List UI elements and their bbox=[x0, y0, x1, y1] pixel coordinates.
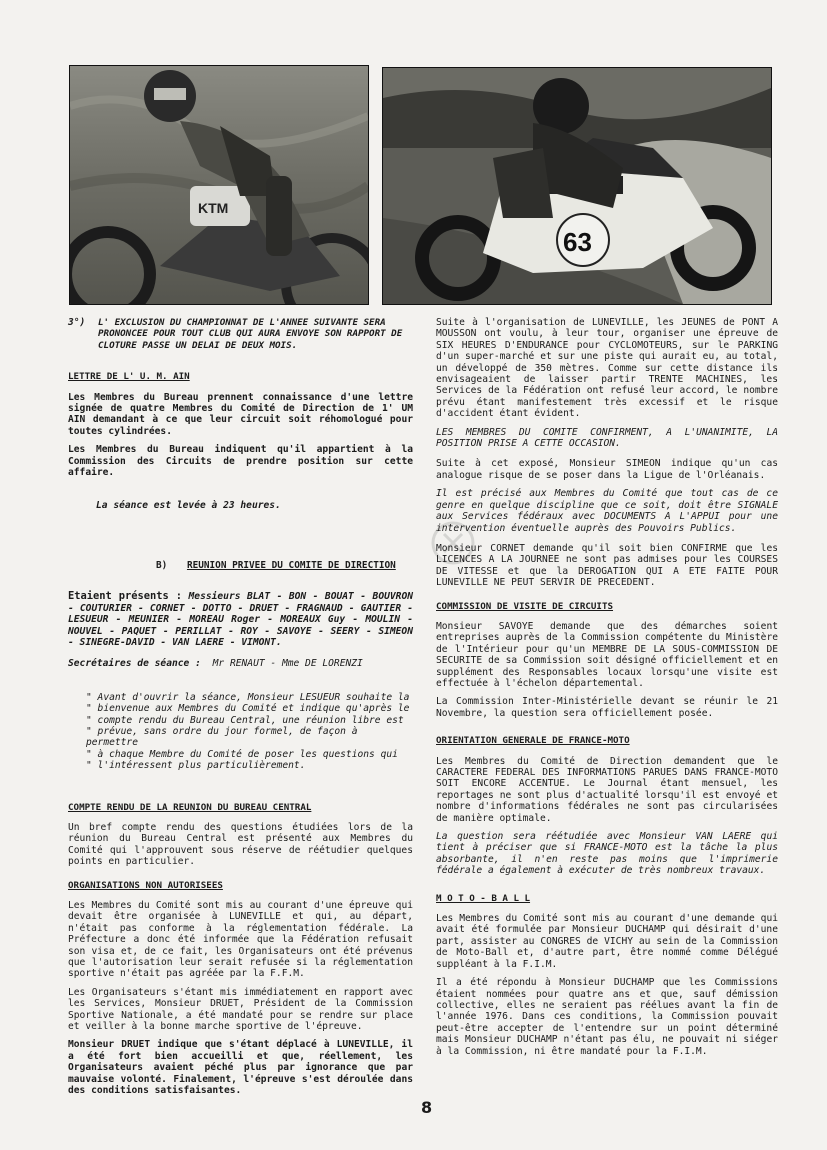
quote-line: " bienvenue aux Membres du Comité et indique qu'après le bbox=[86, 703, 410, 715]
visite-paragraph-2: La Commission Inter-Ministérielle devant se réunir le 21 Novembre, la question sera officiellement posée. bbox=[436, 696, 778, 719]
section-b-title: REUNION PRIVEE DU COMITE DE DIRECTION bbox=[186, 559, 396, 571]
moto-ball-heading: M O T O - B A L L bbox=[436, 892, 531, 904]
svg-text:KTM: KTM bbox=[198, 200, 229, 216]
lettre-heading: LETTRE DE L' U. M. AIN bbox=[68, 371, 190, 383]
item-3-text: L' EXCLUSION DU CHAMPIONNAT DE L'ANNEE SUIVANTE SERA PRONONCEE POUR TOUT CLUB QUI AURA ENVOYE SON RAPPORT DE CLOTURE PASSE UN DELAI DE DEUX MOIS. bbox=[98, 317, 403, 351]
organisations-heading: ORGANISATIONS NON AUTORISEES bbox=[68, 879, 223, 891]
road-racer-63-photo bbox=[382, 67, 772, 305]
moto-ball-paragraph-1: Les Membres du Comité sont mis au courant d'une demande qui avait été formulée par Monsieur DUCHAMP qui désirait d'une part, assister au CONGRES de VICHY au sein de la Commission de Moto-Ball et, d'autre part, être nommé comme Délégué suppléant à la F.I.M. bbox=[436, 913, 778, 970]
presents bbox=[68, 591, 413, 648]
comite-confirme: LES MEMBRES DU COMITE CONFIRMENT, A L'UNANIMITE, LA POSITION PRISE A CETTE OCCASION. bbox=[436, 426, 778, 450]
simeon-paragraph: Suite à cet exposé, Monsieur SIMEON indique qu'un cas analogue risque de se poser dans la Ligue de l'Orléanais. bbox=[436, 458, 778, 481]
quote-line: " prévue, sans ordre du jour formel, de façon à permettre bbox=[86, 725, 358, 749]
item-3-number: 3°) bbox=[68, 317, 86, 328]
quote-line: " l'intéressent plus particulièrement. bbox=[86, 760, 306, 772]
orientation-paragraph-1: Les Membres du Comité de Direction demandent que le CARACTERE FEDERAL DES INFORMATIONS PARUES DANS FRANCE-MOTO SOIT ENCORE ACCENTUE. Le Journal étant mensuel, les reportages ne sont plus d'actualité lorsqu'il est envoyé et nombre d'informations fédérales ne sont pas circularisées de manière optimale. bbox=[436, 755, 778, 824]
presents-label: Etaient présents : bbox=[68, 590, 183, 603]
organisations-paragraph-1: Les Membres du Comité sont mis au courant d'une épreuve qui devait être organisée à LUNEVILLE et qui, au départ, n'était pas conforme à la réglementation fédérale. La Préfecture a donc été informée que la Fédération refusait son visa et, de ce fait, les Organisateurs ont été prévenus que l'autorisation leur serait refusée si la réglementation sportive n'était pas agréée par la F.F.M. bbox=[68, 900, 413, 980]
orientation-heading: ORIENTATION GENERALE DE FRANCE-MOTO bbox=[436, 735, 630, 747]
orientation-paragraph-2: La question sera réétudiée avec Monsieur VAN LAERE qui tient à préciser que si FRANCE-MOTO est la tâche la plus absorbante, il n'en reste pas moins que l'imprimerie fédérale a également à exécuter de très nombreux travaux. bbox=[436, 831, 778, 877]
lettre-paragraph-1: Les Membres du Bureau prennent connaissance d'une lettre signée de quatre Membres du Comité de Direction de 1' UM AIN demandant à ce que leur circuit soit réhomologué pour toutes cylindrées. bbox=[68, 391, 413, 437]
right-column bbox=[436, 317, 778, 1064]
item-3 bbox=[68, 317, 413, 351]
quote-line: " compte rendu du Bureau Central, une réunion libre est bbox=[86, 714, 404, 726]
quote-line: " Avant d'ouvrir la séance, Monsieur LESUEUR souhaite la bbox=[86, 691, 410, 703]
presents-names: Messieurs BLAT - BON - BOUAT - BOUVRON - COUTURIER - CORNET - DOTTO - DRUET - FRAGNAUD - GAUTIER - LESUEUR - MEUNIER - MOREAU Roger - MOREAUX Guy - MOULIN - NOUVEL - PAQUET - PERILLAT - ROY - SAVOYE - SEERY - SIMEON - SINEGRE-DAVID - VAN LAERE - VIMONT. bbox=[68, 591, 413, 648]
cornet-paragraph: Monsieur CORNET demande qu'il soit bien CONFIRME que les LICENCES A LA JOURNEE ne sont pas admises pour les COURSES DE VITESSE et que la DEROGATION QUI A ETE FAITE POUR LUNEVILLE NE PEUT SERVIR DE PRECEDENT. bbox=[436, 542, 778, 589]
secretaires bbox=[68, 658, 413, 669]
moto-ball-paragraph-2: Il a été répondu à Monsieur DUCHAMP que les Commissions étaient nommées pour quatre ans et que, sauf démission collective, elles ne seraient pas réélues avant la fin de l'année 1976. Dans ces conditions, la Commission pouvait peut-être accepter de l'entendre sur un point déterminé mais Monsieur DUCHAMP n'étant pas élu, ne pouvait ni siéger à la Commission, ni être mandaté pour la F.I.M. bbox=[436, 977, 778, 1057]
motocross-rider-photo bbox=[69, 65, 369, 305]
secretaires-names: Mr RENAUT - Mme DE LORENZI bbox=[212, 658, 363, 670]
precise-paragraph: Il est précisé aux Membres du Comité que tout cas de ce genre en quelque discipline que ce soit, doit être SIGNALE aux Services fédéraux avec DOCUMENTS A L'APPUI pour une intervention éventuelle auprès des Pouvoirs Publics. bbox=[436, 488, 778, 534]
page-number: 8 bbox=[421, 1098, 433, 1117]
race-number-63: 63 bbox=[563, 227, 592, 257]
quote-line: " à chaque Membre du Comité de poser les questions qui bbox=[86, 748, 398, 760]
organisations-paragraph-2: Les Organisateurs s'étant mis immédiatement en rapport avec les Services, Monsieur DRUET, Président de la Commission Sportive Nationale, a été mandaté pour se rendre sur place et veiller à la bonne marche sportive de l'épreuve. bbox=[68, 986, 413, 1033]
luneville-paragraph: Suite à l'organisation de LUNEVILLE, les JEUNES de PONT A MOUSSON ont voulu, à leur tour, organiser une épreuve de SIX HEURES D'ENDURANCE pour CYCLOMOTEURS, sur le PARKING d'un super-marché et sur une piste qui aurait eu, au total, un développé de 350 mètres. Comme sur cette distance ils envisageaient de laisser partir TRENTE MACHINES, les Services de la Fédération ont refusé leur accord, le nombre prévu étant manifestement très excessif et le risque d'accident étant évident. bbox=[436, 317, 778, 420]
visite-circuits-heading: COMMISSION DE VISITE DE CIRCUITS bbox=[436, 600, 614, 612]
secretaires-label: Secrétaires de séance : bbox=[68, 658, 201, 670]
compte-rendu-heading: COMPTE RENDU DE LA REUNION DU BUREAU CENTRAL bbox=[68, 801, 312, 813]
lettre-paragraph-2: Les Membres du Bureau indiquent qu'il appartient à la Commission des Circuits de prendre position sur cette affaire. bbox=[68, 444, 413, 479]
visite-paragraph-1: Monsieur SAVOYE demande que des démarches soient entreprises auprès de la Commission compétente du Ministère de l'Intérieur pour qu'un MEMBRE DE LA SOUS-COMMISSION DE SECURITE de sa Commission soit désigné officiellement et en supplément des Responsables locaux lorsqu'une visite est effectuée à l'échelon départemental. bbox=[436, 620, 778, 689]
seance-levee: La séance est levée à 23 heures. bbox=[96, 500, 281, 512]
organisations-paragraph-3: Monsieur DRUET indique que s'étant déplacé à LUNEVILLE, il a été fort bien accueilli et que, réellement, les Organisateurs avaient péché plus par ignorance que par mauvaise volonté. Finalement, l'épreuve s'est déroulée dans des conditions satisfaisantes. bbox=[68, 1039, 413, 1097]
welcome-quote bbox=[86, 692, 413, 772]
section-b-letter: B) bbox=[156, 559, 168, 571]
compte-rendu-paragraph: Un bref compte rendu des questions étudiées lors de la réunion du Bureau Central est présenté aux Membres du Comité qui l'approuvent sous réserve de réétudier quelques points en particulier. bbox=[68, 821, 413, 868]
left-column bbox=[68, 317, 413, 1104]
section-b-heading bbox=[156, 560, 413, 571]
